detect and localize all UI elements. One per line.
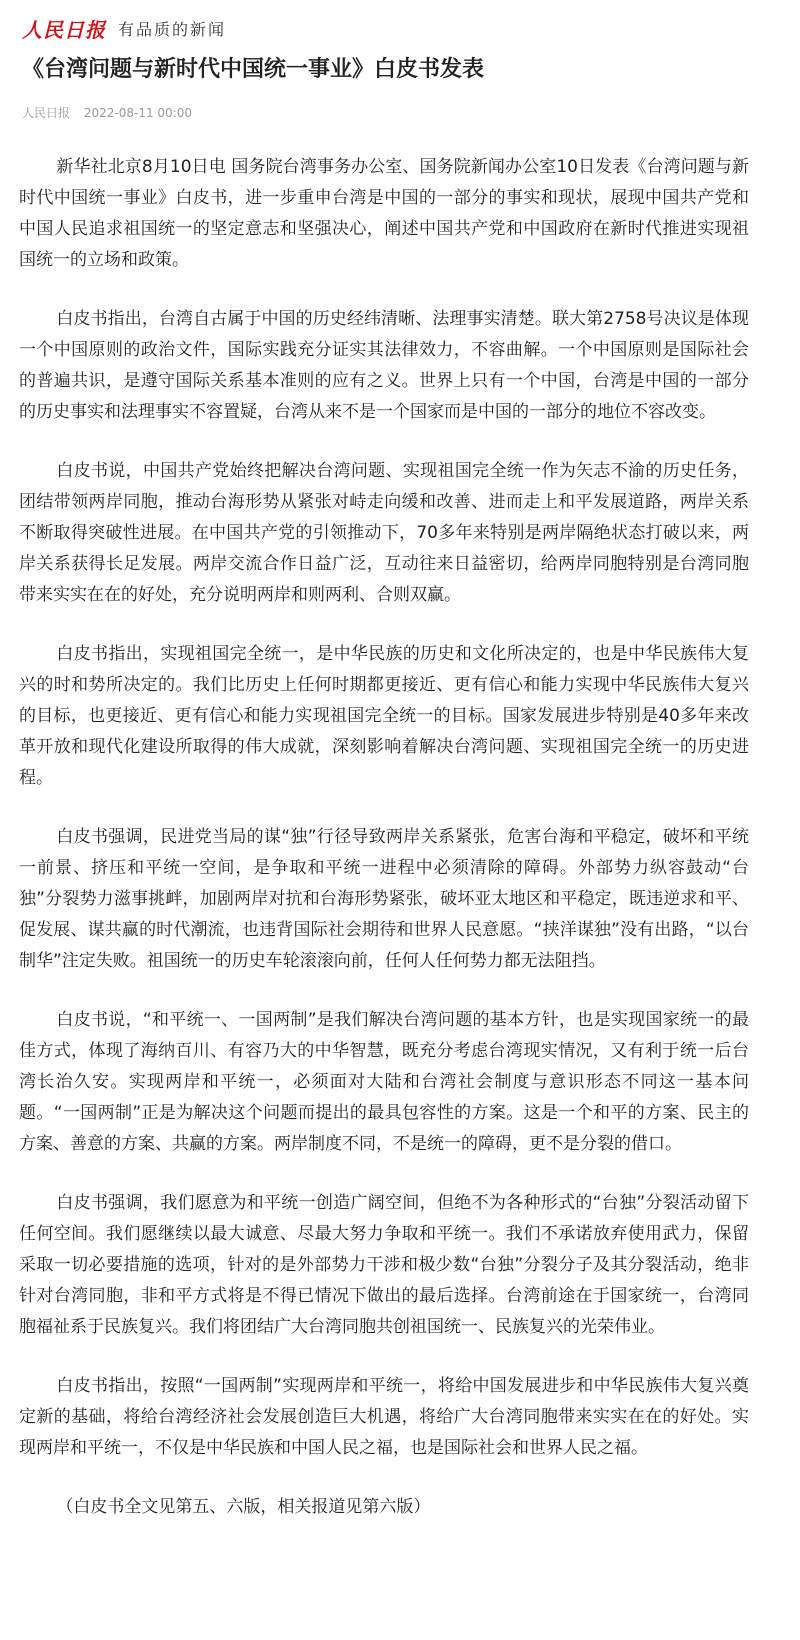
article-paragraph: 新华社北京8月10日电 国务院台湾事务办公室、国务院新闻办公室10日发表《台湾问题与新时代中国统一事业》白皮书，进一步重申台湾是中国的一部分的事实和现状，展现中国共产党和中国人民追求祖国统一的坚定意志和坚强决心，阐述中国共产党和中国政府在新时代推进实现祖国统一的立场和政策。	[19, 157, 749, 270]
article-date: 2022-08-11 00:00	[83, 106, 192, 120]
article-meta	[22, 104, 192, 121]
article-paragraph: 白皮书指出，台湾自古属于中国的历史经纬清晰、法理事实清楚。联大第2758号决议是体现一个中国原则的政治文件，国际实践充分证实其法律效力，不容曲解。一个中国原则是国际社会的普遍共识，是遵守国际关系基本准则的应有之义。世界上只有一个中国，台湾是中国的一部分的历史事实和法理事实不容置疑，台湾从来不是一个国家而是中国的一部分的地位不容改变。	[19, 309, 749, 422]
article-footnote: （白皮书全文见第五、六版，相关报道见第六版）	[56, 1497, 431, 1517]
masthead-slogan: 有品质的新闻	[118, 19, 227, 39]
article-paragraph: 白皮书说，中国共产党始终把解决台湾问题、实现祖国完全统一作为矢志不渝的历史任务，团结带领两岸同胞，推动台海形势从紧张对峙走向缓和改善、进而走上和平发展道路，两岸关系不断取得突破性进展。在中国共产党的引领推动下，70多年来特别是两岸隔绝状态打破以来，两岸关系获得长足发展。两岸交流合作日益广泛，互动往来日益密切，给两岸同胞特别是台湾同胞带来实实在在的好处，充分说明两岸和则两利、合则双赢。	[19, 461, 749, 605]
masthead	[22, 14, 226, 42]
article-title: 《台湾问题与新时代中国统一事业》白皮书发表	[22, 57, 485, 82]
article-paragraph: 白皮书强调，我们愿意为和平统一创造广阔空间，但绝不为各种形式的“台独”分裂活动留下任何空间。我们愿继续以最大诚意、尽最大努力争取和平统一。我们不承诺放弃使用武力，保留采取一切必要措施的选项，针对的是外部势力干涉和极少数“台独”分裂分子及其分裂活动，绝非针对台湾同胞，非和平方式将是不得已情况下做出的最后选择。台湾前途在于国家统一，台湾同胞福祉系于民族复兴。我们将团结广大台湾同胞共创祖国统一、民族复兴的光荣伟业。	[19, 1193, 749, 1337]
article-paragraph: 白皮书指出，按照“一国两制”实现两岸和平统一，将给中国发展进步和中华民族伟大复兴奠定新的基础，将给台湾经济社会发展创造巨大机遇，将给广大台湾同胞带来实实在在的好处。实现两岸和平统一，不仅是中华民族和中国人民之福，也是国际社会和世界人民之福。	[19, 1376, 749, 1458]
article-paragraph: 白皮书说，“和平统一、一国两制”是我们解决台湾问题的基本方针，也是实现国家统一的最佳方式，体现了海纳百川、有容乃大的中华智慧，既充分考虑台湾现实情况，又有利于统一后台湾长治久安。实现两岸和平统一，必须面对大陆和台湾社会制度与意识形态不同这一基本问题。“一国两制”正是为解决这个问题而提出的最具包容性的方案。这是一个和平的方案、民主的方案、善意的方案、共赢的方案。两岸制度不同，不是统一的障碍，更不是分裂的借口。	[19, 1010, 749, 1154]
article-source[interactable]: 人民日报	[22, 106, 71, 120]
article-paragraph: 白皮书指出，实现祖国完全统一，是中华民族的历史和文化所决定的，也是中华民族伟大复兴的时和势所决定的。我们比历史上任何时期都更接近、更有信心和能力实现中华民族伟大复兴的目标，也更接近、更有信心和能力实现祖国完全统一的目标。国家发展进步特别是40多年来改革开放和现代化建设所取得的伟大成就，深刻影响着解决台湾问题、实现祖国完全统一的历史进程。	[19, 644, 749, 788]
article-body	[19, 152, 749, 1523]
article-paragraph: 白皮书强调，民进党当局的谋“独”行径导致两岸关系紧张，危害台海和平稳定，破坏和平统一前景、挤压和平统一空间，是争取和平统一进程中必须清除的障碍。外部势力纵容鼓动“台独”分裂势力滋事挑衅，加剧两岸对抗和台海形势紧张，破坏亚太地区和平稳定，既违逆求和平、促发展、谋共赢的时代潮流，也违背国际社会期待和世界人民意愿。“挟洋谋独”没有出路，“以台制华”注定失败。祖国统一的历史车轮滚滚向前，任何人任何势力都无法阻挡。	[19, 827, 749, 971]
newspaper-logo[interactable]: 人民日报	[22, 17, 106, 42]
